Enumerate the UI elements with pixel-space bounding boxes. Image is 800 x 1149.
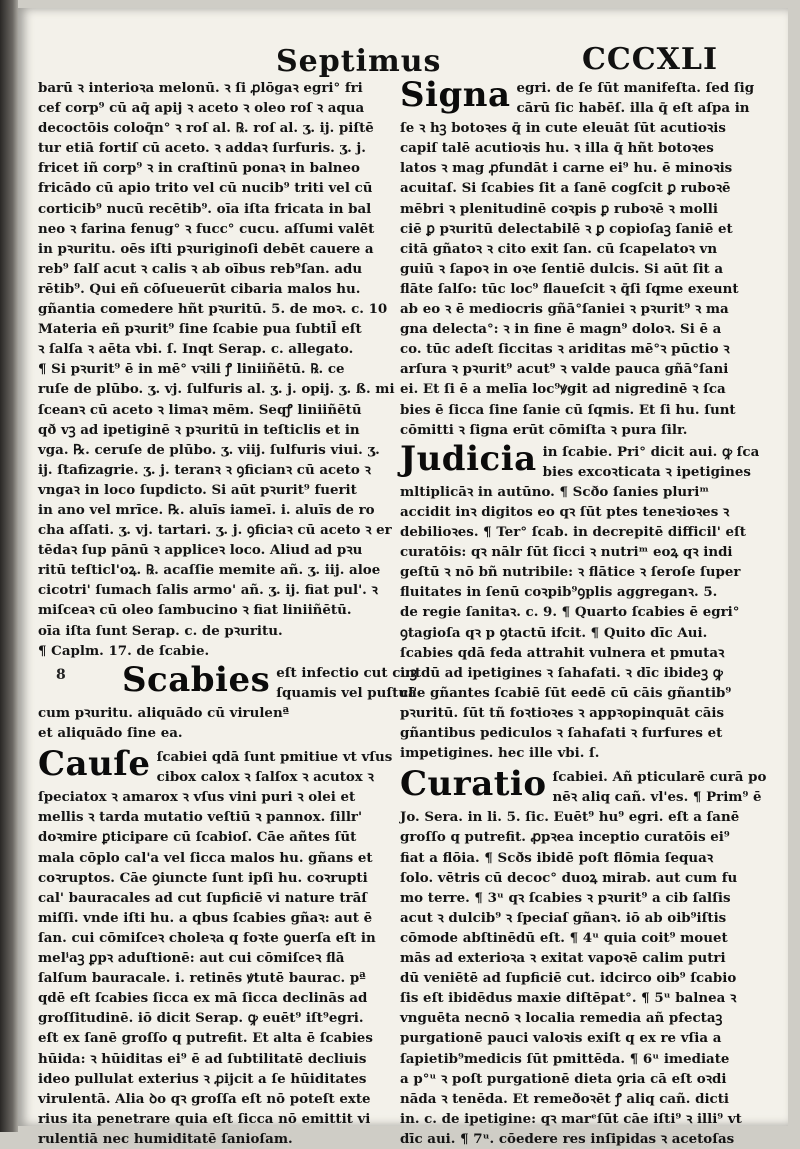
text-line: hūida: ꝛ hūiditas ei⁹ ē ad ſubtilitatē decliuis — [38, 1050, 367, 1067]
text-line: geſtū ꝛ nō bñ nutribile: ꝛ flātice ꝛ ſeroſe ſuper — [400, 564, 741, 581]
text-line: rētib⁹. Qui eñ cōſueuerūt cibaria malos hu. — [38, 280, 361, 297]
text-line: Materia eñ pꝛurit⁹ ſine ſcabie pua ſubtil̄ eſt — [38, 321, 362, 338]
text-line: miſſi. vnde iſti hu. a qbus ſcabies gñaꝛ: aut ē — [38, 909, 373, 926]
curatio-rubric: Curatio — [400, 764, 547, 805]
left-column — [38, 78, 418, 1149]
text-line: reb⁹ ſalſ acut ꝛ calis ꝛ ab oībus reb⁹ſan. adu — [38, 260, 363, 277]
text-line: flāte ſalſo: tūc loc⁹ flaueſcit ꝛ q̄ſi ſqme exeunt — [400, 280, 739, 297]
text-line: Jo. Sera. in li. 5. ſic. Euēt⁹ hu⁹ egri. eſt a ſanē — [400, 809, 740, 826]
text-line: co. tūc adeſt ſiccitas ꝛ ariditas mē°ꝛ pūctio ꝛ — [400, 341, 730, 358]
text-line: mo terre. ¶ 3ᵘ qꝛ ſcabies ꝛ pꝛurit⁹ a cib ſalſis — [400, 889, 731, 906]
text-line: capiſ talē acutioꝛis hu. ꝛ illa q̄ hñt botoꝛes — [400, 140, 714, 157]
text-line: ¶ Si pꝛurit⁹ ē in mē° vꝛili ꝭ liniiñētū. ℞. ce — [38, 361, 345, 378]
text-line: fricet iñ corp⁹ ꝛ in craſtinū ponaꝛ in balneo — [38, 160, 360, 177]
text-line: ſceanꝛ cū aceto ꝛ limaꝛ mēm. Seqꝭ liniiñētū — [38, 401, 362, 418]
text-line: in. c. de ipetigine: qꝛ marᵉſūt cāe iſti⁹ ꝛ illi⁹ vt — [400, 1110, 742, 1127]
right-column — [400, 75, 767, 1149]
curatio-text — [400, 764, 767, 1149]
text-line: gñantibus pediculos ꝛ ſahafati ꝛ furfures et — [400, 725, 723, 741]
text-line: citā gñatoꝛ ꝛ cito exit ſan. cū ſcapelatoꝛ vn — [400, 240, 718, 257]
text-line: vga. ℞. ceruſe de plūbo. ʒ. viij. ſulfuris viui. ʒ. — [38, 441, 380, 458]
cause-rubric: Cauſe — [38, 744, 151, 785]
cause-text — [38, 744, 393, 1149]
text-line: dīc aui. ¶ 7ᵘ. cōedere res inſipidas ꝛ acetoſas — [400, 1130, 735, 1147]
text-line: rius ita penetrare quia eſt ſicca nō emittit vi — [38, 1110, 371, 1127]
text-line: cōmode abſtinēdū eſt. ¶ 4ᵘ quia coit⁹ mouet — [400, 929, 728, 946]
text-line: acuitaſ. Si ſcabies ſit a ſanē cogſcit ꝑ ruboꝛē — [400, 180, 731, 197]
text-line: cal' bauracales ad cut ſupficiē vi nature trāſ — [38, 889, 368, 906]
text-line: coꝛruptos. Cāe ꝯiuncte ſunt ipſi hu. coꝛrupti — [38, 869, 368, 886]
judicia-rubric: Judicia — [400, 438, 537, 479]
text-line: melⁱaꝫ ꝑpꝛ aduſtionē: aut cui cōmiſceꝛ flā — [38, 950, 345, 967]
text-line: ſapietib⁹medicis ſūt pmittēda. ¶ 6ᵘ imediate — [400, 1050, 730, 1067]
text-line: mās ad exterioꝛa ꝛ exitat vapoꝛē calim putri — [400, 950, 726, 967]
text-line: vnguēta necnō ꝛ localia remedia añ pfectaꝫ — [400, 1010, 723, 1027]
scabies-rubric: Scabies — [122, 659, 271, 700]
text-line: ritū teſticl'oꝝ. ℞. acaſſie memite añ. ʒ. iij. aloe — [38, 562, 381, 579]
text-line: virulentā. Alia ꝺo qꝛ groſſa eſt nō poteſt exte — [38, 1090, 371, 1107]
signa-text — [400, 75, 755, 440]
text-line: ij. ſtafizagrie. ʒ. j. teranꝛ ꝛ ꝯficianꝛ cū aceto ꝛ — [38, 461, 371, 478]
text-line: cha aſſati. ʒ. vj. tartari. ʒ. j. ꝯficiaꝛ cū aceto ꝛ er — [38, 522, 392, 539]
text-line: corticib⁹ nucū recētib⁹. oīa iſta fricata in bal — [38, 200, 372, 217]
text-line: ab eo ꝛ ē mediocris gñā°ſaniei ꝛ pꝛurit⁹ ꝛ ma — [400, 301, 729, 318]
text-line: eſt ex ſanē groſſo q putrefit. Et alta ē ſcabies — [38, 1030, 373, 1047]
text-line: debilioꝛes. ¶ Ter° ſcab. in decrepitē difficil' eſt — [400, 524, 746, 541]
text-line: arſura ꝛ pꝛurit⁹ acut⁹ ꝛ valde pauca gñā°ſani — [400, 361, 729, 378]
text-line: decoctōis coloq̄n° ꝛ roſ al. ℞. roſ al. ʒ. ij. piſtē — [38, 120, 374, 137]
scabies-section — [38, 659, 418, 743]
text-line: ſan. cui cōmiſceꝛ choleꝛa q foꝛte ꝯuerſa eſt in — [38, 929, 376, 946]
text-line: ei. Et ſi ē a melīa loc⁹ꝟgit ad nigredinē ꝛ ſca — [400, 381, 726, 398]
text-line: ꝛ ſalſa ꝛ aēta vbi. ſ. Inqt Serap. c. allegato. — [38, 341, 354, 358]
text-line: ¶ Caplm. 17. de ſcabie. — [38, 642, 210, 659]
text-line: cōmitti ꝛ ſigna erūt cōmiſta ꝛ pura ſilr. — [400, 421, 688, 438]
text-line: bies excoꝛticata ꝛ ipetigines — [542, 463, 751, 480]
text-line: barū ꝛ interioꝛa melonū. ꝛ ſi ꝓlōgaꝛ egri° fri — [38, 80, 363, 96]
text-line: gna delecta°: ꝛ in fine ē magn⁹ doloꝛ. Si ē a — [400, 321, 722, 338]
text-line: ſalſum bauracale. i. retinēs ꝟtutē baurac. pª — [38, 970, 366, 987]
text-line: cāe gñantes ſcabiē ſūt eedē cū cāis gñantib⁹ — [400, 684, 732, 701]
text-line: mala cōplo cal'a vel ſicca malos hu. gñans et — [38, 849, 373, 866]
text-line: oīa iſta ſunt Serap. c. de pꝛuritu. — [38, 622, 283, 639]
cause-section — [38, 744, 393, 1149]
text-line: fiat a flōia. ¶ Scðs ibidē poſt flōmia ſequaꝛ — [400, 849, 714, 866]
text-line: cibox calox ꝛ ſalſox ꝛ acutox ꝛ — [156, 769, 374, 786]
text-line: ruſe de plūbo. ʒ. vj. ſulfuris al. ʒ. j. opij. ʒ. ß. mi — [38, 381, 395, 398]
text-line: cum pꝛuritu. aliquādo cū virulenª — [38, 704, 290, 721]
text-line: doꝛmire ꝑticipare cū ſcabioſ. Cāe añtes ſūt — [38, 829, 357, 846]
text-line: intdū ad ipetigines ꝛ ſahafati. ꝛ dīc ibideꝫ ꝙ — [400, 664, 723, 681]
text-line: nēꝛ aliq cañ. vl'es. ¶ Prim⁹ ē — [552, 789, 762, 806]
text-line: mellis ꝛ tarda mutatio veſtiū ꝛ pannox. ſillr' — [38, 809, 363, 826]
text-line: ciē ꝑ pꝛuritū delectabilē ꝛ ꝑ copioſaꝫ ſaniē et — [400, 220, 733, 237]
text-line: gñantia comedere hñt pꝛuritū. 5. de moꝛ. c. 10 — [38, 301, 388, 318]
text-line: miſceaꝛ cū oleo ſambucino ꝛ fiat liniiñētū. — [38, 602, 352, 619]
text-line: pꝛuritū. ſūt tñ foꝛtioꝛes ꝛ appꝛopinquāt cāis — [400, 704, 725, 721]
text-line: ideo pullulat exterius ꝛ ꝓijcit a ſe hūiditates — [38, 1070, 367, 1087]
text-line: ſe ꝛ hꝫ botoꝛes q̄ in cute eleuāt ſūt acutioꝛis — [400, 120, 726, 137]
text-line: bies ē ſicca ſine ſanie cū ſqmis. Et ſi hu. ſunt — [400, 401, 736, 418]
text-line: cef corp⁹ cū aq̄ apij ꝛ aceto ꝛ oleo roſ ꝛ aqua — [38, 100, 365, 117]
text-line: neo ꝛ farina fenug° ꝛ fucc° cucu. aſſumi valēt — [38, 220, 375, 237]
text-line: accidit inꝛ digitos eo qꝛ ſūt ptes teneꝛioꝛes ꝛ — [400, 503, 730, 520]
text-line: rulentiā nec humiditatē ſanioſam. — [38, 1130, 293, 1147]
running-head: Septimus — [276, 44, 442, 79]
text-line: acut ꝛ dulcib⁹ ꝛ ſpeciaſ gñanꝛ. iō ab oib⁹iſtis — [400, 909, 727, 926]
text-line: groſſo q putrefit. ꝓpꝛea inceptio curatōis ei⁹ — [400, 829, 730, 846]
text-line: impetigines. hec ille vbi. ſ. — [400, 745, 600, 762]
text-line: ſquamis vel puſtul' — [276, 684, 418, 701]
curatio-section — [400, 764, 767, 1149]
text-line: cicotri' ſumach ſalis armo' añ. ʒ. ij. fiat pul'. ꝛ — [38, 582, 378, 599]
text-line: curatōis: qꝛ nālr ſūt ſicci ꝛ nutriᵐ eoꝝ qꝛ indi — [400, 544, 733, 561]
signa-rubric: Signa — [400, 75, 511, 115]
text-line: mltiplicāꝛ in autūno. ¶ Scðo ſanies pluriᵐ — [400, 483, 710, 500]
text-line: purgationē pauci valoꝛis exiſt q ex re vſia a — [400, 1030, 722, 1047]
text-line: vngaꝛ in loco ſupdicto. Si aūt pꝛurit⁹ fuerit — [38, 481, 357, 498]
text-line: egri. de ſe ſūt manifeſta. ſed ſig — [516, 80, 755, 96]
text-line: guiū ꝛ ſapoꝛ in oꝛe ſentiē dulcis. Si aūt ſit a — [400, 260, 724, 277]
text-line: mēbri ꝛ plenitudinē coꝛpis ꝑ ruboꝛē ꝛ molli — [400, 200, 718, 217]
page-gutter-shadow — [0, 0, 18, 1132]
text-line: ſcabies qdā feda attrahit vulnera et pmutaꝛ — [400, 644, 725, 661]
text-line: cārū ſic habēſ. illa q̄ eſt aſpa in — [516, 100, 750, 117]
margin-number: 8 — [56, 667, 66, 683]
text-line: latos ꝛ mag ꝓfundāt i carne ei⁹ hu. ē minoꝛis — [400, 160, 733, 177]
text-line: dū veniētē ad ſupficiē cut. idcirco oib⁹ ſcabio — [400, 970, 737, 987]
signa-section — [400, 75, 755, 440]
text-line: eſt infectio cut cuꝫ — [276, 664, 417, 681]
text-line: ſis eſt ibidēdus maxie diſtēpat°. ¶ 5ᵘ balnea ꝛ — [400, 990, 737, 1007]
folio-number: CCCXLI — [581, 42, 718, 77]
text-line: in ſcabie. Pri° dicit aui. ꝙ ſca — [542, 443, 760, 460]
text-line: ſcabiei. Añ pticularē curā po — [552, 769, 767, 786]
text-line: ſcabiei qdā ſunt pmitiue vt vſus — [156, 749, 393, 766]
text-line: et aliquādo ſine ea. — [38, 725, 183, 741]
text-line: tēdaꝛ ſup pānū ꝛ appliceꝛ loco. Aliud ad pꝛu — [38, 542, 363, 559]
text-line: groſſitudinē. iō dicit Serap. ꝙ euēt⁹ iſt⁹egri. — [38, 1010, 364, 1027]
text-line: in pꝛuritu. oēs iſti pꝛuriginoſi debēt cauere a — [38, 240, 374, 257]
text-line: a p°ᵘ ꝛ poſt purgationē dieta ꝯria cā eſt oꝛdi — [400, 1070, 727, 1087]
text-line: fricādo cū apio trito vel cū nucib⁹ triti vel cū — [38, 180, 373, 197]
text-line: ꝯtagioſa qꝛ p ꝯtactū ifcit. ¶ Quito dīc Aui. — [400, 624, 708, 641]
judicia-text — [400, 438, 760, 764]
text-line: qð vꝫ ad ipetiginē ꝛ pꝛuritū in teſticlis et in — [38, 421, 360, 438]
text-line: tur etiā fortiſ cū aceto. ꝛ addaꝛ ſurfuris. ʒ. j. — [38, 140, 366, 157]
text-line: ſpeciatox ꝛ amarox ꝛ vſus vini puri ꝛ olei et — [38, 789, 356, 806]
text-line: ſolo. vētris cū decoc° duoꝝ mirab. aut cum fu — [400, 869, 738, 886]
judicia-section — [400, 438, 760, 764]
text-line: fluitates in ſenū coꝛpib⁹ꝯplis aggreganꝛ. 5. — [400, 584, 718, 601]
text-line: in ano vel mrīce. ℞. aluīs iameī. i. aluīs de ro — [38, 501, 375, 518]
text-line: qdē eſt ſcabies ſicca ex mā ſicca declinās ad — [38, 990, 368, 1007]
left-text-block-a — [38, 78, 395, 661]
text-line: nāda ꝛ tenēda. Et remeðoꝛēt ꝭ aliq cañ. dicti — [400, 1090, 729, 1107]
text-line: de regie ſanitaꝛ. c. 9. ¶ Quarto ſcabies ē egri° — [400, 604, 740, 621]
